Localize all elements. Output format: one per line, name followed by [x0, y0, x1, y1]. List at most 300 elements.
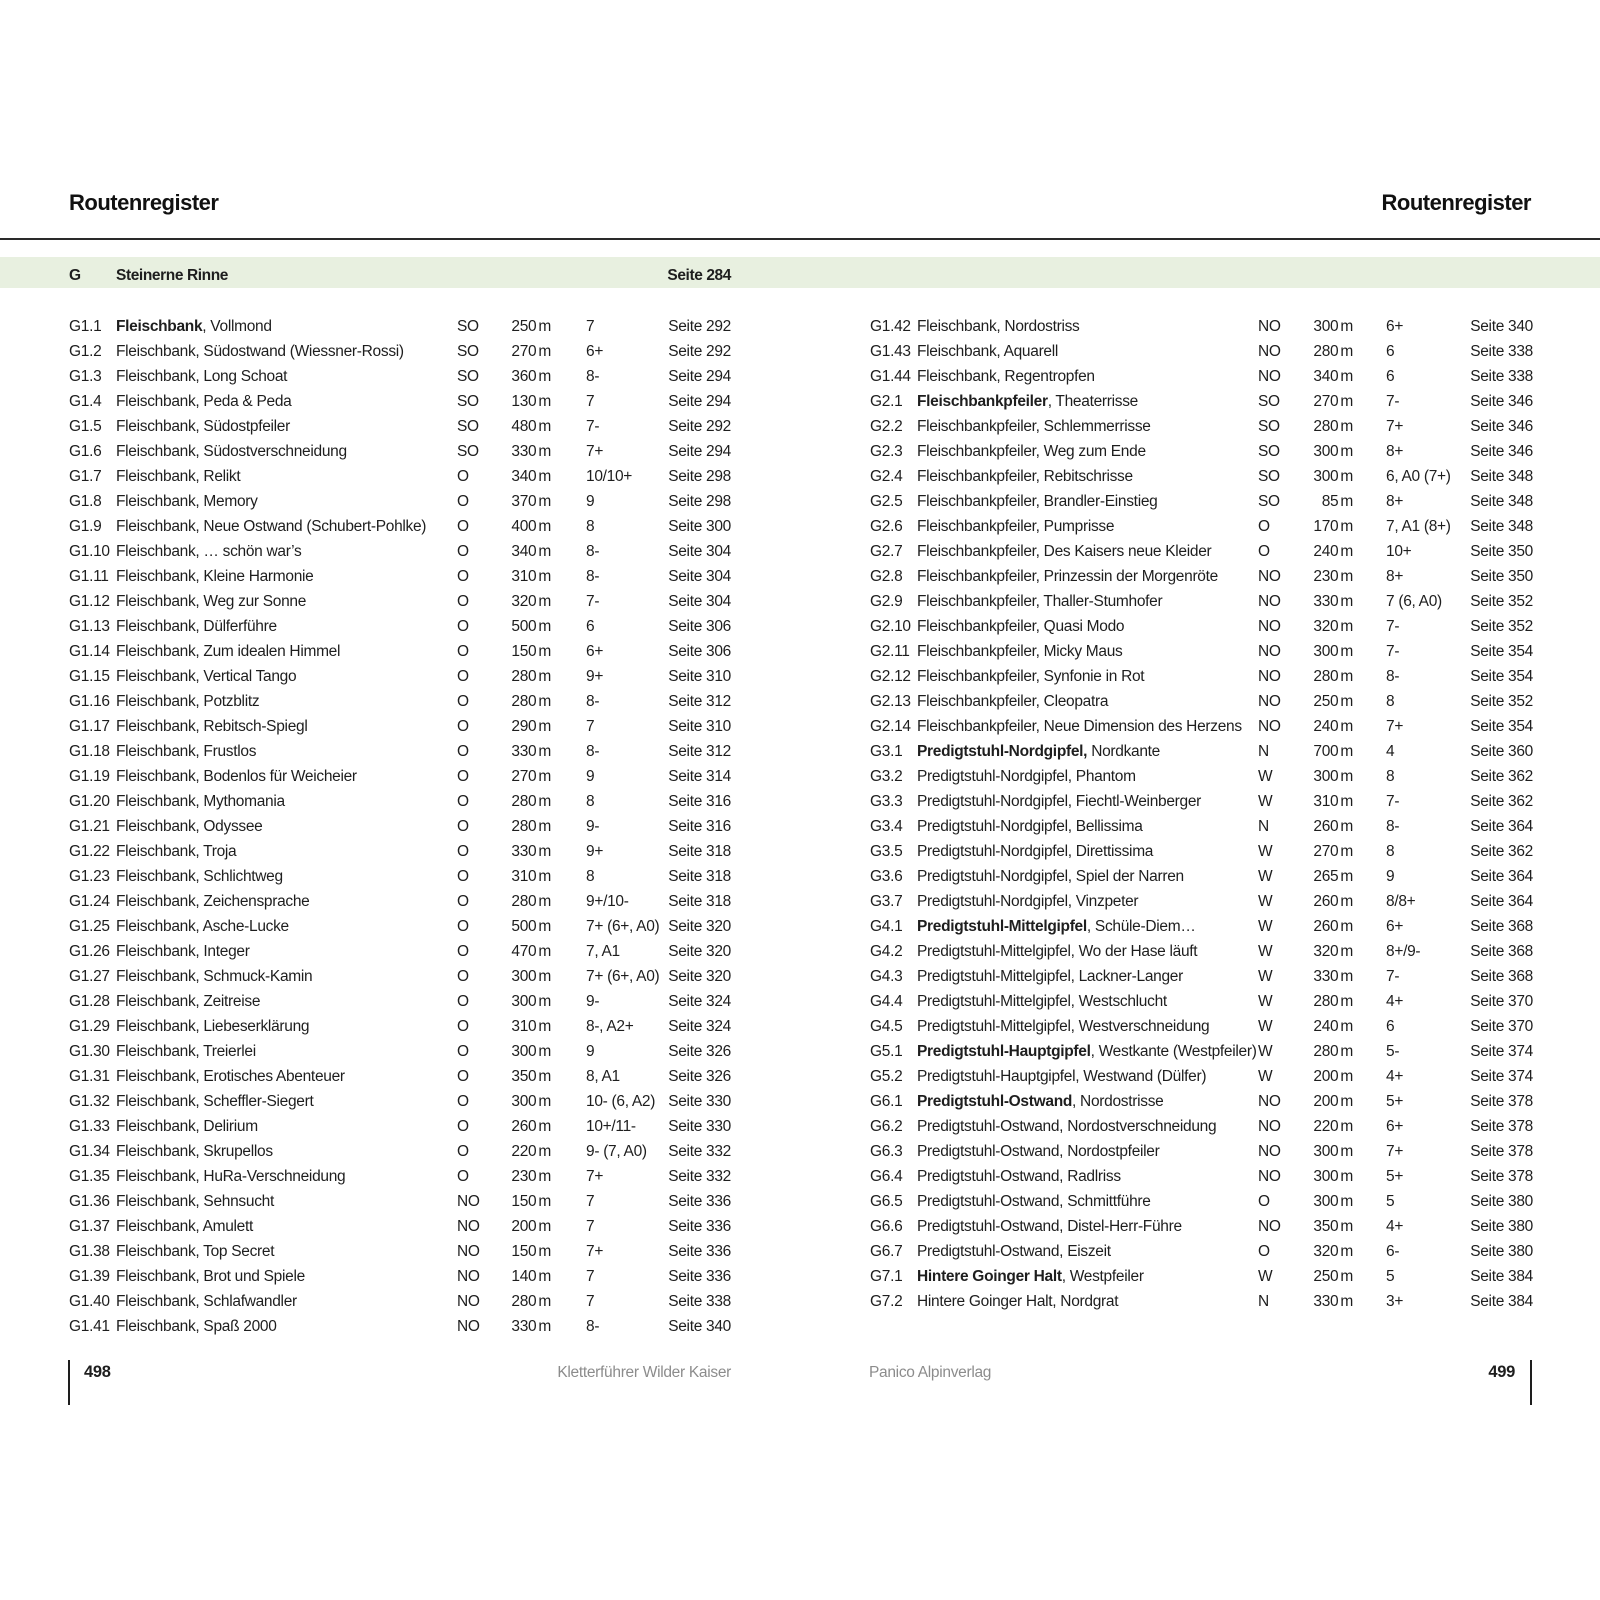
route-page: Seite 320 — [668, 943, 731, 960]
route-exposure: O — [457, 568, 469, 585]
route-name — [917, 1014, 1258, 1039]
route-code: G1.9 — [69, 518, 102, 535]
route-exposure: NO — [1258, 718, 1281, 735]
route-exposure: NO — [457, 1268, 480, 1285]
route-grade: 6+ — [586, 343, 604, 360]
route-page: Seite 324 — [668, 993, 731, 1010]
route-grade: 6, A0 (7+) — [1386, 468, 1451, 485]
route-exposure: SO — [457, 418, 479, 435]
route-code: G2.3 — [870, 443, 903, 460]
route-height: 240 m — [1313, 543, 1353, 560]
route-exposure: O — [457, 668, 469, 685]
route-code: G1.17 — [69, 718, 110, 735]
route-row — [0, 1239, 1600, 1264]
route-title: Fleischbankpfeiler, Neue Dimension des Herzens — [917, 718, 1242, 735]
section-page: Seite 284 — [667, 267, 731, 284]
route-height: 350 m — [511, 1068, 551, 1085]
route-title: Fleischbank, Delirium — [116, 1118, 258, 1135]
route-page: Seite 364 — [1470, 818, 1533, 835]
route-exposure: SO — [1258, 493, 1280, 510]
route-grade: 9+/10- — [586, 893, 629, 910]
route-title: Predigtstuhl-Nordgipfel, Direttissima — [917, 843, 1154, 860]
route-page: Seite 304 — [668, 568, 731, 585]
route-page: Seite 350 — [1470, 568, 1533, 585]
route-row — [0, 1314, 1600, 1339]
route-code: G3.6 — [870, 868, 903, 885]
route-exposure: O — [457, 893, 469, 910]
route-grade: 6 — [1386, 368, 1395, 385]
route-code: G4.5 — [870, 1018, 903, 1035]
route-height: 340 m — [511, 543, 551, 560]
route-height: 360 m — [511, 368, 551, 385]
route-name — [917, 339, 1258, 364]
route-code: G1.4 — [69, 393, 102, 410]
route-grade: 7+ — [1386, 418, 1404, 435]
route-title: Fleischbankpfeiler, Brandler-Einstieg — [917, 493, 1158, 510]
route-name — [917, 1039, 1258, 1064]
route-exposure: W — [1258, 793, 1273, 810]
route-name — [917, 1264, 1258, 1289]
route-title: Hintere Goinger Halt, Nordgrat — [917, 1293, 1119, 1310]
route-exposure: O — [457, 793, 469, 810]
route-height: 480 m — [511, 418, 551, 435]
route-code: G1.24 — [69, 893, 110, 910]
route-grade: 7+ — [1386, 718, 1404, 735]
route-title: Fleischbank, Bodenlos für Weicheier — [116, 768, 357, 785]
route-name — [917, 414, 1258, 439]
route-grade: 9- — [586, 818, 600, 835]
route-exposure: O — [1258, 1193, 1270, 1210]
route-code: G1.5 — [69, 418, 102, 435]
route-grade: 4+ — [1386, 1068, 1404, 1085]
route-grade: 7- — [1386, 968, 1400, 985]
route-page: Seite 352 — [1470, 618, 1533, 635]
route-page: Seite 336 — [668, 1268, 731, 1285]
route-exposure: O — [457, 493, 469, 510]
route-page: Seite 352 — [1470, 593, 1533, 610]
route-name — [917, 889, 1258, 914]
route-exposure: O — [457, 718, 469, 735]
route-height: 350 m — [1313, 1218, 1353, 1235]
route-grade: 4 — [1386, 743, 1395, 760]
route-title: Fleischbankpfeiler, Weg zum Ende — [917, 443, 1146, 460]
route-grade: 6+ — [1386, 918, 1404, 935]
route-code: G6.6 — [870, 1218, 903, 1235]
route-grade: 7- — [586, 593, 600, 610]
route-page: Seite 312 — [668, 693, 731, 710]
route-row — [0, 614, 1600, 639]
route-height: 330 m — [1313, 593, 1353, 610]
route-code: G1.31 — [69, 1068, 110, 1085]
route-code: G1.6 — [69, 443, 102, 460]
route-grade: 5- — [1386, 1043, 1400, 1060]
route-height: 300 m — [1313, 1143, 1353, 1160]
route-grade: 6 — [1386, 343, 1395, 360]
route-page: Seite 362 — [1470, 793, 1533, 810]
route-summit: Predigtstuhl-Ostwand — [917, 1093, 1073, 1110]
route-height: 220 m — [1313, 1118, 1353, 1135]
route-row — [0, 589, 1600, 614]
route-row — [0, 914, 1600, 939]
route-height: 330 m — [511, 443, 551, 460]
route-grade: 8- — [586, 743, 600, 760]
route-name — [917, 589, 1258, 614]
route-title: Fleischbank, Frustlos — [116, 743, 257, 760]
route-title: Fleischbank, Asche-Lucke — [116, 918, 289, 935]
route-grade: 7 — [586, 393, 595, 410]
route-height: 310 m — [511, 568, 551, 585]
route-summit: Predigtstuhl-Hauptgipfel — [917, 1043, 1091, 1060]
route-height: 230 m — [1313, 568, 1353, 585]
route-page: Seite 292 — [668, 418, 731, 435]
route-code: G1.10 — [69, 543, 110, 560]
route-exposure: SO — [1258, 418, 1280, 435]
route-page: Seite 338 — [668, 1293, 731, 1310]
route-page: Seite 304 — [668, 593, 731, 610]
route-grade: 7+ — [586, 1168, 604, 1185]
route-grade: 6- — [1386, 1243, 1400, 1260]
route-grade: 6+ — [586, 643, 604, 660]
route-code: G6.5 — [870, 1193, 903, 1210]
route-exposure: O — [457, 1068, 469, 1085]
route-title: Fleischbank, Brot und Spiele — [116, 1268, 305, 1285]
route-row — [0, 439, 1600, 464]
route-height: 140 m — [511, 1268, 551, 1285]
route-height: 200 m — [1313, 1068, 1353, 1085]
route-title: , Vollmond — [202, 318, 272, 335]
route-exposure: O — [457, 1168, 469, 1185]
route-page: Seite 338 — [1470, 368, 1533, 385]
route-name — [917, 389, 1258, 414]
route-grade: 3+ — [1386, 1293, 1404, 1310]
route-row — [0, 1039, 1600, 1064]
route-name — [917, 689, 1258, 714]
route-title: Fleischbankpfeiler, Synfonie in Rot — [917, 668, 1145, 685]
route-exposure: O — [1258, 543, 1270, 560]
route-code: G3.4 — [870, 818, 903, 835]
route-page: Seite 348 — [1470, 493, 1533, 510]
route-name — [917, 1139, 1258, 1164]
route-grade: 7- — [1386, 793, 1400, 810]
route-name — [917, 739, 1258, 764]
route-height: 260 m — [511, 1118, 551, 1135]
route-height: 340 m — [1313, 368, 1353, 385]
route-row — [0, 739, 1600, 764]
route-page: Seite 314 — [668, 768, 731, 785]
route-grade: 7 — [586, 1193, 595, 1210]
route-code: G5.2 — [870, 1068, 903, 1085]
route-page: Seite 374 — [1470, 1043, 1533, 1060]
route-height: 300 m — [511, 1093, 551, 1110]
route-exposure: O — [457, 693, 469, 710]
route-title: Fleischbank, Kleine Harmonie — [116, 568, 314, 585]
route-grade: 9- (7, A0) — [586, 1143, 647, 1160]
route-row — [0, 639, 1600, 664]
route-exposure: O — [457, 1118, 469, 1135]
route-title: Fleischbank, Long Schoat — [116, 368, 288, 385]
route-height: 170 m — [1313, 518, 1353, 535]
route-code: G1.12 — [69, 593, 110, 610]
route-code: G4.3 — [870, 968, 903, 985]
route-name — [917, 714, 1258, 739]
route-title: , Schüle-Diem… — [1086, 918, 1196, 935]
route-grade: 8- — [586, 693, 600, 710]
footer-bar-right — [1530, 1360, 1532, 1405]
route-height: 260 m — [1313, 893, 1353, 910]
route-grade: 7 — [586, 1293, 595, 1310]
route-name — [917, 1164, 1258, 1189]
route-exposure: O — [457, 1043, 469, 1060]
route-page: Seite 364 — [1470, 868, 1533, 885]
route-page: Seite 330 — [668, 1093, 731, 1110]
route-exposure: NO — [1258, 643, 1281, 660]
route-exposure: NO — [1258, 593, 1281, 610]
route-height: 310 m — [511, 868, 551, 885]
route-exposure: N — [1258, 1293, 1269, 1310]
route-grade: 7+ — [586, 443, 604, 460]
route-height: 260 m — [1313, 918, 1353, 935]
route-name — [917, 1289, 1258, 1314]
route-code: G1.44 — [870, 368, 911, 385]
route-grade: 9 — [586, 768, 595, 785]
route-page: Seite 348 — [1470, 468, 1533, 485]
route-exposure: NO — [1258, 343, 1281, 360]
route-name — [917, 864, 1258, 889]
route-title: Fleischbank, Zum idealen Himmel — [116, 643, 341, 660]
route-row — [0, 464, 1600, 489]
route-code: G2.4 — [870, 468, 903, 485]
route-grade: 7 (6, A0) — [1386, 593, 1442, 610]
route-grade: 9 — [586, 1043, 595, 1060]
route-code: G1.11 — [69, 568, 109, 585]
route-name — [917, 489, 1258, 514]
route-page: Seite 310 — [668, 718, 731, 735]
route-page: Seite 312 — [668, 743, 731, 760]
route-title: Predigtstuhl-Ostwand, Eiszeit — [917, 1243, 1111, 1260]
route-row — [0, 1139, 1600, 1164]
route-height: 150 m — [511, 1193, 551, 1210]
route-exposure: NO — [1258, 1143, 1281, 1160]
route-title: Fleischbank, Rebitsch-Spiegl — [116, 718, 308, 735]
route-title: Predigtstuhl-Nordgipfel, Bellissima — [917, 818, 1143, 835]
footer-book-title: Kletterführer Wilder Kaiser — [557, 1364, 731, 1381]
route-row — [0, 664, 1600, 689]
route-title: Predigtstuhl-Nordgipfel, Spiel der Narren — [917, 868, 1184, 885]
route-title: Fleischbankpfeiler, Micky Maus — [917, 643, 1123, 660]
route-code: G4.2 — [870, 943, 903, 960]
route-page: Seite 338 — [1470, 343, 1533, 360]
route-exposure: W — [1258, 893, 1273, 910]
route-page: Seite 316 — [668, 818, 731, 835]
route-row — [0, 814, 1600, 839]
route-code: G1.8 — [69, 493, 102, 510]
route-exposure: NO — [457, 1243, 480, 1260]
route-height: 300 m — [1313, 468, 1353, 485]
route-row — [0, 989, 1600, 1014]
route-code: G1.15 — [69, 668, 110, 685]
route-code: G1.21 — [69, 818, 110, 835]
route-title: Fleischbankpfeiler, Schlemmerrisse — [917, 418, 1151, 435]
route-title: Predigtstuhl-Mittelgipfel, Wo der Hase läuft — [917, 943, 1198, 960]
route-page: Seite 318 — [668, 843, 731, 860]
route-height: 250 m — [1313, 693, 1353, 710]
route-grade: 8 — [586, 518, 595, 535]
route-page: Seite 368 — [1470, 918, 1533, 935]
route-page: Seite 368 — [1470, 968, 1533, 985]
route-page: Seite 320 — [668, 918, 731, 935]
route-height: 320 m — [1313, 943, 1353, 960]
route-code: G1.26 — [69, 943, 110, 960]
route-title: Fleischbank, … schön war’s — [116, 543, 302, 560]
route-height: 230 m — [511, 1168, 551, 1185]
route-summit: Fleischbankpfeiler — [917, 393, 1048, 410]
section-title: Steinerne Rinne — [116, 267, 228, 284]
route-height: 330 m — [511, 743, 551, 760]
route-grade: 7+ (6+, A0) — [586, 968, 660, 985]
route-summit: Fleischbank — [116, 318, 203, 335]
route-title: , Theaterrisse — [1047, 393, 1138, 410]
route-title: Predigtstuhl-Ostwand, Nordostpfeiler — [917, 1143, 1160, 1160]
route-height: 310 m — [1313, 793, 1353, 810]
route-row — [0, 689, 1600, 714]
route-exposure: W — [1258, 993, 1273, 1010]
route-exposure: O — [457, 1018, 469, 1035]
route-page: Seite 374 — [1470, 1068, 1533, 1085]
route-page: Seite 306 — [668, 618, 731, 635]
route-title: , Westkante (Westpfeiler) — [1090, 1043, 1257, 1060]
route-name — [917, 1089, 1258, 1114]
route-code: G6.3 — [870, 1143, 903, 1160]
route-row — [0, 714, 1600, 739]
route-grade: 8- — [1386, 818, 1400, 835]
route-page: Seite 336 — [668, 1243, 731, 1260]
route-page: Seite 306 — [668, 643, 731, 660]
route-name — [917, 789, 1258, 814]
route-name — [917, 564, 1258, 589]
route-code: G1.2 — [69, 343, 102, 360]
route-row — [0, 889, 1600, 914]
route-title: Predigtstuhl-Hauptgipfel, Westwand (Dülfer) — [917, 1068, 1207, 1085]
route-title: Predigtstuhl-Nordgipfel, Vinzpeter — [917, 893, 1139, 910]
route-code: G2.10 — [870, 618, 911, 635]
route-exposure: NO — [1258, 368, 1281, 385]
route-page: Seite 370 — [1470, 993, 1533, 1010]
route-grade: 6 — [586, 618, 595, 635]
route-grade: 6 — [1386, 1018, 1395, 1035]
route-code: G1.35 — [69, 1168, 110, 1185]
route-code: G3.1 — [870, 743, 903, 760]
route-page: Seite 362 — [1470, 843, 1533, 860]
route-code: G2.13 — [870, 693, 911, 710]
route-height: 280 m — [1313, 993, 1353, 1010]
route-name — [917, 364, 1258, 389]
route-grade: 9 — [1386, 868, 1395, 885]
route-exposure: O — [457, 843, 469, 860]
route-code: G1.23 — [69, 868, 110, 885]
route-title: Nordkante — [1087, 743, 1161, 760]
route-exposure: NO — [457, 1193, 480, 1210]
route-grade: 8- — [586, 368, 600, 385]
route-exposure: W — [1258, 768, 1273, 785]
route-title: Fleischbank, Spaß 2000 — [116, 1318, 277, 1335]
route-page: Seite 316 — [668, 793, 731, 810]
route-height: 330 m — [1313, 1293, 1353, 1310]
route-code: G2.7 — [870, 543, 903, 560]
footer-publisher: Panico Alpinverlag — [869, 1364, 992, 1381]
route-page: Seite 384 — [1470, 1293, 1533, 1310]
route-exposure: W — [1258, 1043, 1273, 1060]
route-height: 280 m — [1313, 668, 1353, 685]
route-row — [0, 414, 1600, 439]
route-grade: 4+ — [1386, 993, 1404, 1010]
route-page: Seite 340 — [668, 1318, 731, 1335]
route-code: G1.14 — [69, 643, 110, 660]
route-grade: 9 — [586, 493, 595, 510]
route-title: Fleischbankpfeiler, Rebitschrisse — [917, 468, 1133, 485]
route-row — [0, 839, 1600, 864]
route-exposure: NO — [1258, 668, 1281, 685]
route-row — [0, 764, 1600, 789]
route-title: Fleischbank, Vertical Tango — [116, 668, 297, 685]
route-height: 400 m — [511, 518, 551, 535]
route-height: 270 m — [1313, 393, 1353, 410]
route-row — [0, 564, 1600, 589]
route-title: Fleischbankpfeiler, Prinzessin der Morgenröte — [917, 568, 1218, 585]
route-title: Predigtstuhl-Mittelgipfel, Westverschneidung — [917, 1018, 1210, 1035]
route-exposure: NO — [457, 1293, 480, 1310]
route-title: Fleischbank, Top Secret — [116, 1243, 275, 1260]
route-exposure: W — [1258, 868, 1273, 885]
route-height: 300 m — [1313, 443, 1353, 460]
route-grade: 5 — [1386, 1193, 1395, 1210]
route-page: Seite 380 — [1470, 1218, 1533, 1235]
route-page: Seite 378 — [1470, 1143, 1533, 1160]
route-grade: 8 — [1386, 768, 1395, 785]
route-page: Seite 298 — [668, 493, 731, 510]
route-exposure: W — [1258, 1268, 1273, 1285]
route-title: Fleischbank, Troja — [116, 843, 237, 860]
route-page: Seite 348 — [1470, 518, 1533, 535]
route-grade: 8 — [1386, 693, 1395, 710]
route-page: Seite 384 — [1470, 1268, 1533, 1285]
route-height: 300 m — [1313, 318, 1353, 335]
route-title: Fleischbank, Südostpfeiler — [116, 418, 290, 435]
route-row — [0, 1189, 1600, 1214]
route-title: Fleischbank, Erotisches Abenteuer — [116, 1068, 345, 1085]
route-page: Seite 360 — [1470, 743, 1533, 760]
route-height: 300 m — [1313, 643, 1353, 660]
route-height: 280 m — [511, 693, 551, 710]
route-height: 300 m — [511, 993, 551, 1010]
route-name — [917, 514, 1258, 539]
route-code: G3.2 — [870, 768, 903, 785]
route-height: 320 m — [1313, 618, 1353, 635]
route-code: G2.1 — [870, 393, 903, 410]
route-name — [917, 1239, 1258, 1264]
route-row — [0, 789, 1600, 814]
route-title: Predigtstuhl-Mittelgipfel, Westschlucht — [917, 993, 1167, 1010]
route-height: 500 m — [511, 918, 551, 935]
route-page: Seite 346 — [1470, 418, 1533, 435]
route-code: G1.34 — [69, 1143, 110, 1160]
route-exposure: O — [457, 818, 469, 835]
route-exposure: SO — [457, 393, 479, 410]
route-height: 340 m — [511, 468, 551, 485]
route-exposure: W — [1258, 918, 1273, 935]
route-title: Fleischbankpfeiler, Pumprisse — [917, 518, 1115, 535]
route-page: Seite 370 — [1470, 1018, 1533, 1035]
route-code: G1.1 — [69, 318, 102, 335]
